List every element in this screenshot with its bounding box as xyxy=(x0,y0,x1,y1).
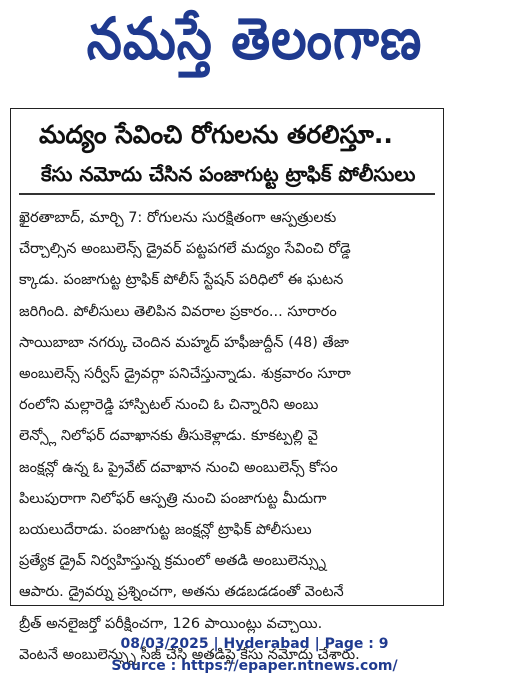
article-body-line: జరిగింది. పోలీసులు తెలిపిన వివరాల ప్రకారం... సూరారం xyxy=(19,303,337,320)
article-body-line: చేర్చాల్సిన అంబులెన్స్ డ్రైవర్ పట్టపగలే మద్యం సేవించి రోడ్డె xyxy=(19,241,351,258)
article-body-line: బ్రీత్ అనలైజర్తో పరీక్షించగా, 126 పాయింట్లు వచ్చాయి. xyxy=(19,615,323,632)
footer-source-line: Source : https://epaper.ntnews.com/ xyxy=(111,658,398,674)
article-body-line: అంబులెన్స్ సర్వీస్ డ్రైవర్గా పనిచేస్తున్నాడు. శుక్రవారం సూరా xyxy=(19,366,351,383)
article-body-line: జంక్షన్లో ఉన్న ఓ ప్రైవేట్ దవాఖాన నుంచి అంబులెన్స్ కోసం xyxy=(19,459,338,476)
article-body-line: రంలోని మల్లారెడ్డి హాస్పిటల్ నుంచి ఓ చిన్నారిని అంబు xyxy=(19,397,319,414)
masthead-title: నమస్తే తెలంగాణ xyxy=(86,5,423,72)
article-headline: మద్యం సేవించి రోగులను తరలిస్తూ.. xyxy=(39,120,393,149)
article-body-line: బయలుదేరాడు. పంజాగుట్ట జంక్షన్లో ట్రాఫిక్ పోలీసులు xyxy=(19,522,312,539)
article-body-line: సాయిబాబా నగర్కు చెందిన మహ్మద్ హఫీజుద్దీన్ (48) తేజా xyxy=(19,334,349,351)
article-body-line: ఖైరతాబాద్, మార్చి 7: రోగులను సురక్షితంగా ఆస్పత్రులకు xyxy=(19,210,337,226)
article-body-line: వెంటనే అంబులెన్స్ను సీజ్ చేసి అతడిపై కేసు నమోదు చేశారు. xyxy=(19,646,360,663)
article-body-line: లెన్స్లో నిలోఫర్ దవాఖానకు తీసుకెళ్లాడు. కూకట్పల్లి వై xyxy=(19,428,318,445)
article-body-line: ప్రత్యేక డ్రైవ్ నిర్వహిస్తున్న క్రమంలో అతడి అంబులెన్స్ను xyxy=(19,553,327,570)
article-body-line: ఆపారు. డ్రైవర్ను ప్రశ్నించగా, అతను తడబడడంతో వెంటనే xyxy=(19,584,344,601)
article-body-line: పిలుపురాగా నిలోఫర్ ఆస్పత్రి నుంచి పంజాగుట్ట మీదుగా xyxy=(19,490,327,507)
newspaper-masthead xyxy=(0,0,509,92)
footer-date-line: 08/03/2025 | Hyderabad | Page : 9 xyxy=(120,636,389,652)
article-body-line: క్కాడు. పంజాగుట్ట ట్రాఫిక్ పోలీస్ స్టేషన్ పరిధిలో ఈ ఘటన xyxy=(19,272,344,289)
article-body xyxy=(19,203,435,671)
article-subheadline: కేసు నమోదు చేసిన పంజాగుట్ట ట్రాఫిక్ పోలీసులు xyxy=(19,161,435,195)
